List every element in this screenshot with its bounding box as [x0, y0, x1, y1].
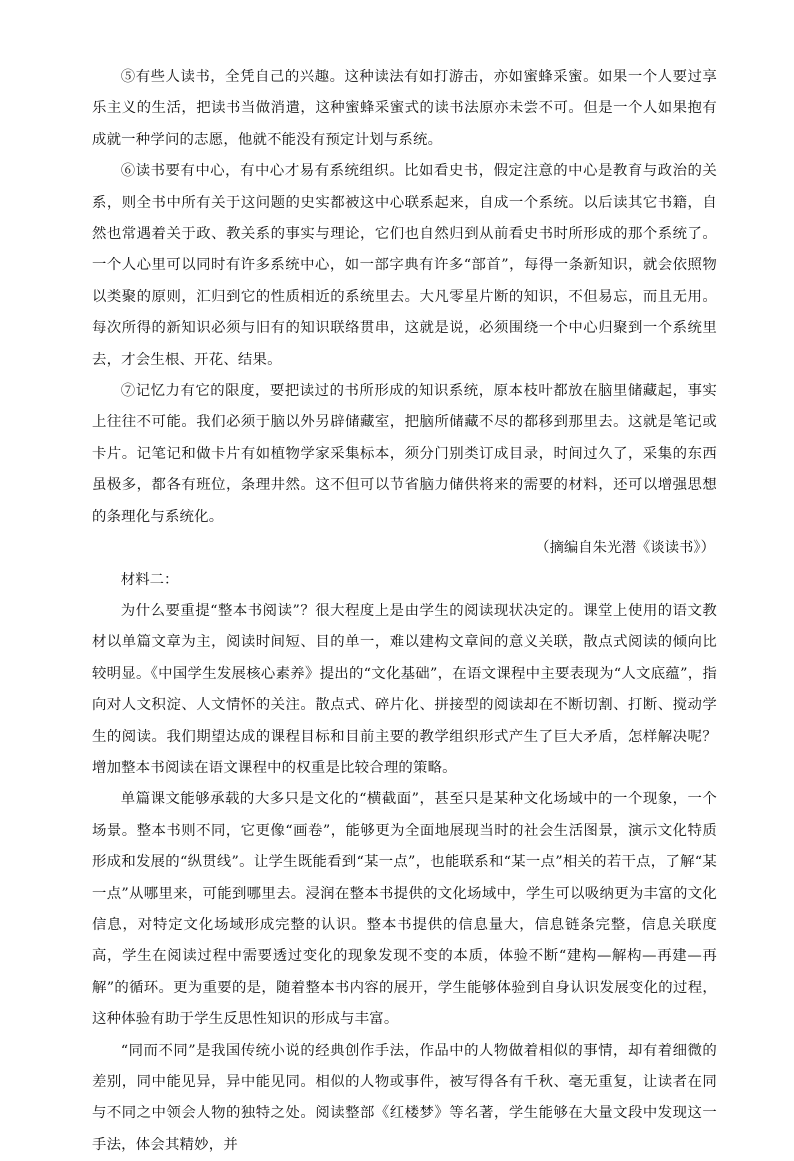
material-two-paragraph-3: “同而不同”是我国传统小说的经典创作手法，作品中的人物做着相似的事情，却有着细微的差别，同中能见异，异中能见同。相似的人物或事件，被写得各有千秋、毫无重复，让读者在同与不同之中领会人物的独特之处。阅读整部《红楼梦》等名著，学生能够在大量文段中发现这一手法，体会其精妙，并: [92, 1042, 717, 1153]
material-two-paragraph-2: 单篇课文能够承载的大多只是文化的“横截面”，甚至只是某种文化场域中的一个现象，一个场景。整本书则不同，它更像“画卷”，能够更为全面地展现当时的社会生活图景，演示文化特质形成和发展的“纵贯线”。让学生既能看到“某一点”，也能联系和“某一点”相关的若干点，了解“某一点”从哪里来，可能到哪里去。浸润在整本书提供的文化场域中，学生可以吸纳更为丰富的文化信息，对特定文化场域形成完整的认识。整本书提供的信息量大，信息链条完整，信息关联度高，学生在阅读过程中需要透过变化的现象发现不变的本质，体验不断“建构—解构—再建—再解”的循环。更为重要的是，随着整本书内容的展开，学生能够体验到自身认识发展变化的过程，这种体验有助于学生反思性知识的形成与丰富。: [92, 791, 717, 1028]
paragraph-6: ⑥读书要有中心，有中心才易有系统组织。比如看史书，假定注意的中心是教育与政治的关系，则全书中所有关于这问题的史实都被这中心联系起来，自成一个系统。以后读其它书籍，自然也常遇着关于政、教关系的事实与理论，它们也自然归到从前看史书时所形成的那个系统了。一个人心里可以同时有许多系统中心，如一部字典有许多“部首”，每得一条新知识，就会依照物以类聚的原则，汇归到它的性质相近的系统里去。大凡零星片断的知识，不但易忘，而且无用。每次所得的新知识必须与旧有的知识联络贯串，这就是说，必须围绕一个中心归聚到一个系统里去，才会生根、开花、结果。: [92, 163, 717, 368]
document-page: [92, 62, 717, 1161]
paragraph-7: ⑦记忆力有它的限度，要把读过的书所形成的知识系统，原本枝叶都放在脑里储藏起，事实上往往不可能。我们必须于脑以外另辟储藏室，把脑所储藏不尽的都移到那里去。这就是笔记或卡片。记笔记和做卡片有如植物学家采集标本，须分门别类订成目录，时间过久了，采集的东西虽极多，都各有班位，条理井然。这不但可以节省脑力储供将来的需要的材料，还可以增强思想的条理化与系统化。: [92, 383, 717, 525]
source-citation: （摘编自朱光潜《谈读书》）: [535, 540, 715, 557]
material-two-paragraph-1: 为什么要重提“整本书阅读”？很大程度上是由学生的阅读现状决定的。课堂上使用的语文教材以单篇文章为主，阅读时间短、目的单一，难以建构文章间的意义关联，散点式阅读的倾向比较明显。《中国学生发展核心素养》提出的“文化基础”，在语文课程中主要表现为“人文底蕴”，指向对人文积淀、人文情怀的关注。散点式、碎片化、拼接型的阅读却在不断切割、打断、搅动学生的阅读。我们期望达成的课程目标和目前主要的教学组织形式产生了巨大矛盾，怎样解决呢？增加整本书阅读在语文课程中的权重是比较合理的策略。: [92, 602, 717, 776]
material-two-label: 材料二：: [120, 571, 179, 588]
paragraph-5: ⑤有些人读书，全凭自己的兴趣。这种读法有如打游击，亦如蜜蜂采蜜。如果一个人要过享乐主义的生活，把读书当做消遣，这种蜜蜂采蜜式的读书法原亦未尝不可。但是一个人如果抱有成就一种学问的志愿，他就不能没有预定计划与系统。: [92, 69, 717, 148]
